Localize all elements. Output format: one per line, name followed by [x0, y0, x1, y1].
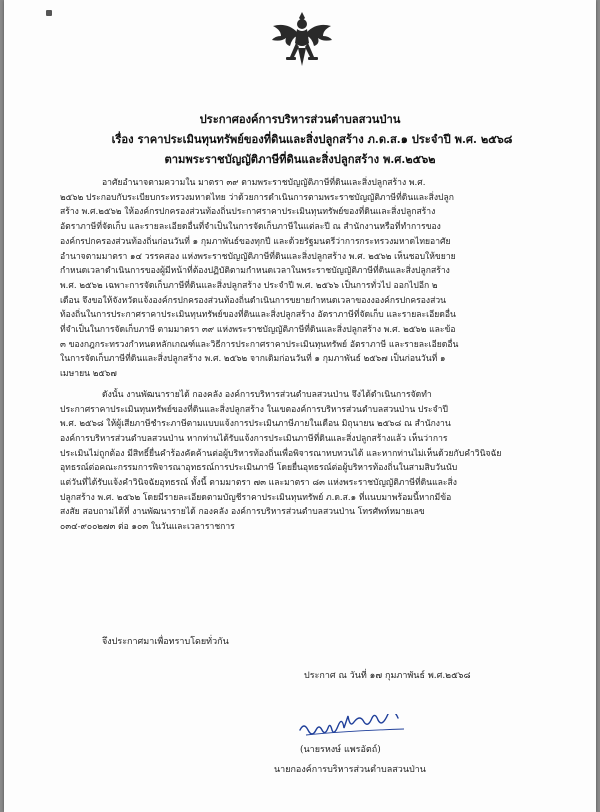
document-act-reference: ตามพระราชบัญญัติภาษีที่ดินและสิ่งปลูกสร้าง พ.ศ.๒๕๖๒	[164, 152, 436, 166]
announcement-date: ประกาศ ณ วันที่ ๑๗ กุมภาพันธ์ พ.ศ.๒๕๖๘	[304, 671, 471, 681]
body-line: อำนาจตามมาตรา ๑๔ วรรคสอง แห่งพระราชบัญญัติภาษีที่ดินและสิ่งปลูกสร้าง พ.ศ. ๒๕๖๒ เห็นชอบให้ขยาย	[60, 251, 456, 262]
body-line: สร้าง พ.ศ.๒๕๖๒ ให้องค์กรปกครองส่วนท้องถิ่นประกาศราคาประเมินทุนทรัพย์ของที่ดินและสิ่งปลูกสร้าง	[60, 207, 436, 218]
body-line: อาศัยอำนาจตามความใน มาตรา ๓๙ ตามพระราชบัญญัติภาษีที่ดินและสิ่งปลูกสร้าง พ.ศ.	[102, 178, 426, 188]
body-line: กำหนดเวลาดำเนินการของผู้มีหน้าที่ต้องปฏิบัติตามกำหนดเวลาในพระราชบัญญัติภาษีที่ดินและสิ่งปลูกสร้าง	[60, 266, 450, 277]
body-line: ในการจัดเก็บภาษีที่ดินและสิ่งปลูกสร้าง พ.ศ. ๒๕๖๒ จากเดิมก่อนวันที่ ๑ กุมภาพันธ์ ๒๕๖๗ เป็นก่อนวันที่ ๑	[60, 354, 446, 365]
body-line: ดังนั้น งานพัฒนารายได้ กองคลัง องค์การบริหารส่วนตำบลสวนป่าน จึงได้ดำเนินการจัดทำ	[102, 389, 432, 400]
body-line: เดือน จึงขอให้จังหวัดแจ้งองค์กรปกครองส่วนท้องถิ่นดำเนินการขยายกำหนดเวลาของงองค์กรปกครองส่วน	[60, 295, 447, 306]
body-line: ประเมินไม่ถูกต้อง มีสิทธิ์ยื่นคำร้องคัดค้านต่อผู้บริหารท้องถิ่นเพื่อพิจารณาทบทวนได้ และหากท่านไม่เห็นด้วยกับคำวินิจฉัย	[60, 448, 502, 459]
body-line: ๒๕๖๒ ประกอบกับระเบียบกระทรวงมหาดไทย ว่าด้วยการดำเนินการตามพระราชบัญญัติภาษีที่ดินและสิ่งปลูก	[60, 192, 454, 203]
signature-icon	[296, 714, 416, 740]
body-line: พ.ศ. ๒๕๖๘ ให้ผู้เสียภาษีชำระภาษีตามแบบแจ้งการประเมินภาษีภายในเดือน มิถุนายน ๒๕๖๘ ณ สำนักงาน	[60, 419, 451, 430]
body-line: ที่จำเป็นในการจัดเก็บภาษี ตามมาตรา ๓๙ แห่งพระราชบัญญัติภาษีที่ดินและสิ่งปลูกสร้าง พ.ศ. ๒๕๖๒ และข้อ	[60, 325, 456, 336]
closing-statement: จึงประกาศมาเพื่อทราบโดยทั่วกัน	[102, 637, 229, 647]
body-line: ปลูกสร้าง พ.ศ. ๒๕๖๒ โดยมีรายละเอียดตามบัญชีราคาประเมินทุนทรัพย์ ภ.ด.ส.๑ ที่แนบมาพร้อมนี้หากมีข้อ	[60, 492, 452, 503]
body-line: ท้องถิ่นในการประกาศราคาประเมินทุนทรัพย์ของที่ดินและสิ่งปลูกสร้าง อัตราภาษีที่จัดเก็บ และรายละเอียดอื่น	[60, 310, 456, 321]
body-line: แต่วันที่ได้รับแจ้งคำวินิจฉัยอุทธรณ์ ทั้งนี้ ตามมาตรา ๗๓ และมาตรา ๘๓ แห่งพระราชบัญญัติภาษีที่ดินและสิ่ง	[60, 478, 457, 489]
scan-mark	[46, 10, 52, 16]
body-line: อัตราภาษีที่จัดเก็บ และรายละเอียดอื่นที่จำเป็นในการจัดเก็บภาษีในแต่ละปี ณ สำนักงานหรือที่ทำการของ	[60, 222, 441, 233]
garuda-emblem-icon	[270, 10, 334, 72]
signer-name: (นายรหงษ์ แพรอัตถ์)	[300, 745, 381, 755]
body-line: ประกาศราคาประเมินทุนทรัพย์ของที่ดินและสิ่งปลูกสร้าง ในเขตองค์การบริหารส่วนตำบลสวนป่าน ประจำปี	[60, 404, 448, 415]
paragraph-announcement	[60, 388, 542, 535]
paragraph-authority	[60, 176, 542, 382]
document-subject: เรื่อง ราคาประเมินทุนทรัพย์ของที่ดินและสิ่งปลูกสร้าง ภ.ด.ส.๑ ประจำปี พ.ศ. ๒๕๖๘	[111, 132, 513, 146]
body-line: พ.ศ. ๒๕๖๒ เฉพาะการจัดเก็บภาษีที่ดินและสิ่งปลูกสร้าง ประจำปี พ.ศ. ๒๕๖๖ เป็นการทั่วไป ออกไปอีก ๒	[60, 280, 438, 291]
signer-position: นายกองค์การบริหารส่วนตำบลสวนป่าน	[274, 765, 426, 775]
body-line: ๓ ของกฎกระทรวงกำหนดหลักเกณฑ์และวิธีการประกาศราคาประเมินทุนทรัพย์ อัตราภาษี และรายละเอียดอื่น	[60, 339, 459, 350]
body-line: ๐๓๔-๙๐๐๒๗๓ ต่อ ๑๐๓ ในวันและเวลาราชการ	[60, 522, 235, 533]
body-line: สงสัย สอบถามได้ที่ งานพัฒนารายได้ กองคลัง องค์การบริหารส่วนตำบลสวนป่าน โทรศัพท์หมายเลข	[60, 507, 425, 518]
document-page	[4, 0, 596, 812]
body-line: องค์กรปกครองส่วนท้องถิ่นก่อนวันที่ ๑ กุมภาพันธ์ของทุกปี และด้วยรัฐมนตรีว่าการกระทรวงมหาดไทยอาศัย	[60, 236, 451, 247]
body-line: องค์การบริหารส่วนตำบลสวนป่าน หากท่านได้รับแจ้งการประเมินภาษีที่ดินและสิ่งปลูกสร้างแล้ว เห็นว่าการ	[60, 433, 448, 444]
document-body	[60, 176, 542, 535]
body-line: อุทธรณ์ต่อคณะกรรมการพิจารณาอุทธรณ์การประเมินภาษี โดยยื่นอุทธรณ์ต่อผู้บริหารท้องถิ่นในสามสิบวันนับ	[60, 463, 458, 474]
body-line: เมษายน ๒๕๖๗	[60, 369, 117, 380]
document-title: ประกาศองค์การบริหารส่วนตำบลสวนป่าน	[199, 112, 401, 126]
